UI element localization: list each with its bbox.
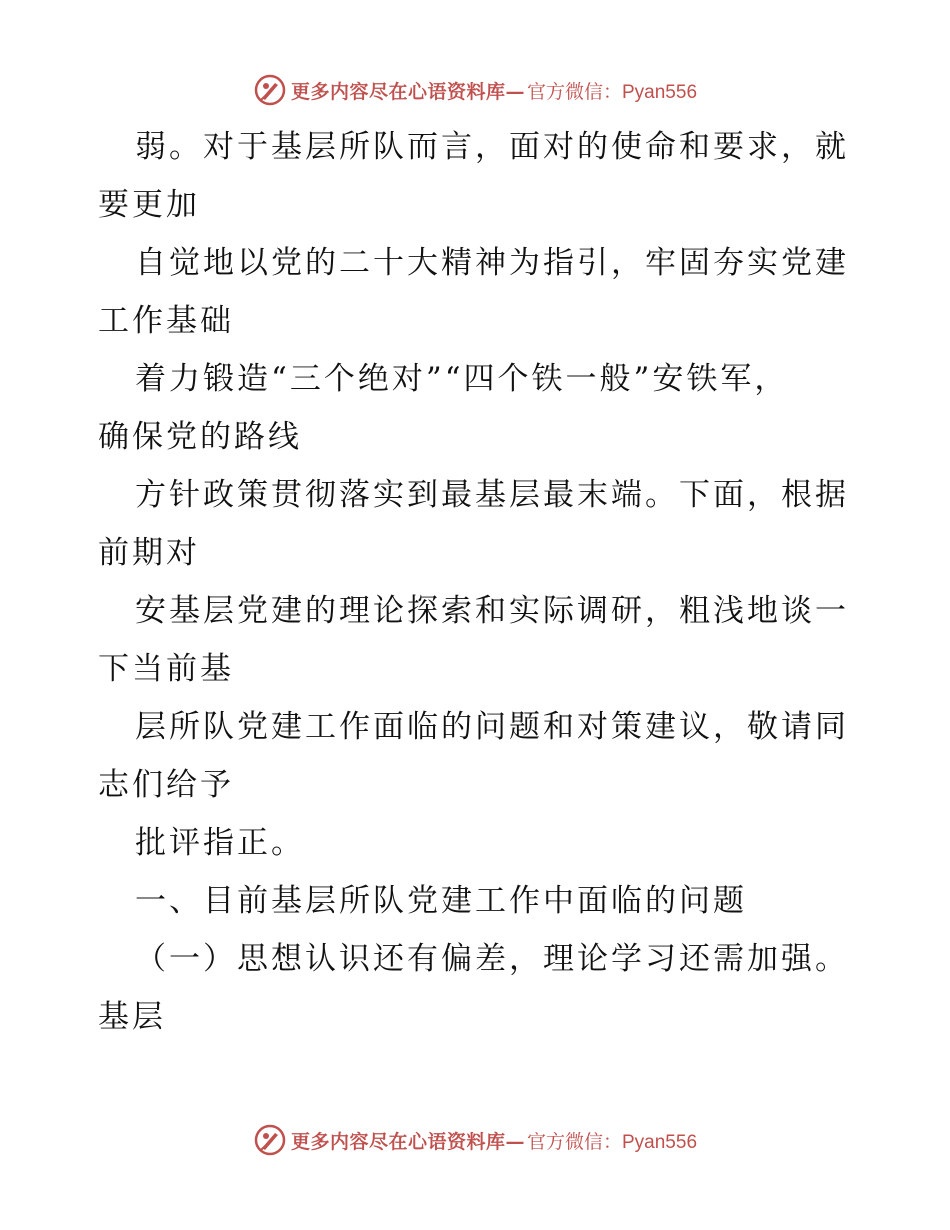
subsection-heading: （一）思想认识还有偏差，理论学习还需加强。: [135, 941, 849, 977]
text-line: 批评指正。: [135, 825, 305, 861]
text-line: 要更加: [98, 187, 200, 223]
watermark-site-text: 更多内容尽在心语资料库—: [290, 80, 525, 103]
watermark-wechat-text: 官方微信：Pyan556: [527, 81, 698, 103]
quill-logo-icon: [253, 73, 287, 107]
text-line: 层所队党建工作面临的问题和对策建议，敬请同: [135, 709, 849, 745]
watermark-site-text: 更多内容尽在心语资料库—: [290, 1130, 525, 1153]
text-line: 安基层党建的理论探索和实际调研，粗浅地谈一: [135, 593, 849, 629]
text-line: 基层: [98, 999, 166, 1035]
document-body: [98, 118, 858, 1046]
text-line: 前期对: [98, 535, 200, 571]
text-line: 确保党的路线: [98, 419, 302, 455]
text-line: 志们给予: [98, 767, 234, 803]
text-line: 着力锻造“三个绝对”“四个铁一般”安铁军，: [135, 361, 789, 397]
text-line: 弱。对于基层所队而言，面对的使命和要求，就: [135, 129, 849, 165]
text-line: 方针政策贯彻落实到最基层最末端。下面，根据: [135, 477, 849, 513]
text-line: 工作基础: [98, 303, 234, 339]
section-heading: 一、目前基层所队党建工作中面临的问题: [135, 883, 747, 919]
watermark-wechat-text: 官方微信：Pyan556: [527, 1131, 698, 1153]
text-line: 下当前基: [98, 651, 234, 687]
header-watermark: [0, 70, 950, 110]
text-line: 自觉地以党的二十大精神为指引，牢固夯实党建: [135, 245, 849, 281]
quill-logo-icon: [253, 1123, 287, 1157]
footer-watermark: [0, 1120, 950, 1160]
